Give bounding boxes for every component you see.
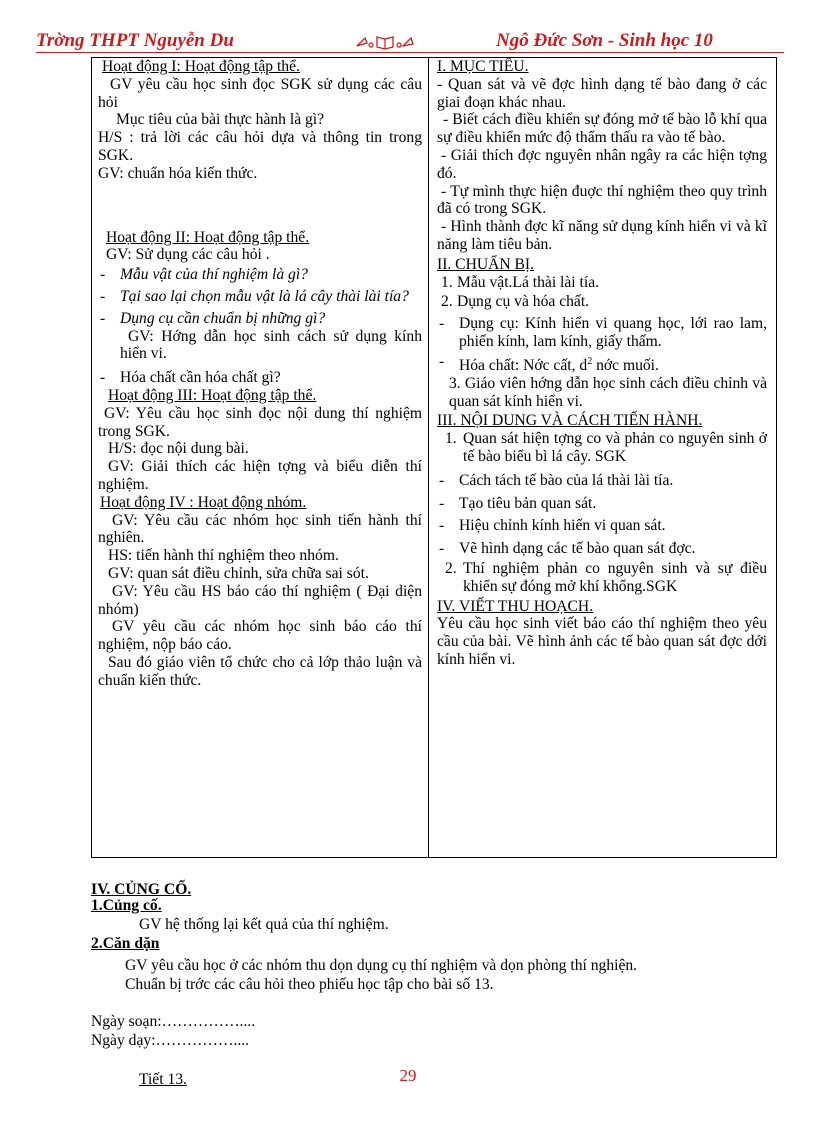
list-item: 1. Quan sát hiện tợng co và phản co nguyên sinh ở tế bào biểu bì lá cây. SGK (445, 430, 767, 465)
consolidation-title: IV. CỦNG CỐ. (91, 881, 192, 898)
list-item: - Mẫu vật của thí nghiệm là gì? (100, 266, 308, 284)
list-item: - Cách tách tế bào của lá thài lài tía. (439, 471, 674, 489)
list-item: 3. Giáo viên hớng dẫn học sinh cách điều chỉnh và quan sát kính hiển vi. (449, 374, 767, 410)
book-ornament-icon (355, 34, 415, 50)
activity-1-line: H/S : trả lời các câu hỏi dựa và thông tin trong SGK. (98, 129, 422, 164)
sub1-title: 1.Củng cố. (91, 897, 162, 914)
sub2-title: 2.Căn dặn (91, 935, 160, 952)
sub1-text: GV hệ thống lại kết quả của thí nghiệm. (139, 916, 389, 933)
page-number: 29 (399, 1066, 417, 1085)
section-2-title: II. CHUẨN BỊ. (437, 255, 535, 273)
list-item: - Hóa chất cần hóa chất gì? (100, 369, 281, 387)
objective-line: - Quan sát và vẽ đợc hình dạng tế bào đang ở các giai đoạn khác nhau. (437, 75, 767, 111)
activity-3-title: Hoạt động III: Hoạt động tập thể. (108, 386, 317, 404)
list-item: - Dụng cụ: Kính hiển vi quang học, lới rao lam, phiến kính, lam kính, giấy thấm. (439, 315, 767, 350)
activity-4-line: GV: quan sát điều chỉnh, sửa chữa sai sót. (108, 564, 369, 582)
objective-line: - Hình thành đợc kĩ năng sử dụng kính hiển vi và kĩ năng làm tiêu bản. (437, 218, 767, 253)
list-item: - Tạo tiêu bản quan sát. (439, 494, 597, 512)
activity-4-line: GV: Yêu cầu HS báo cáo thí nghiệm ( Đại diện nhóm) (98, 582, 422, 618)
list-item: - Tại sao lại chọn mẫu vật là lá cây thài lài tía? (100, 287, 409, 305)
activity-2-guide: GV: Hớng dẫn học sinh cách sử dụng kính hiển vi. (120, 327, 422, 363)
header-school: Trờng THPT Nguyễn Du (36, 30, 234, 51)
section-3-title: III. NỘI DUNG VÀ CÁCH TIẾN HÀNH. (437, 412, 703, 430)
activity-3-line: GV: Giải thích các hiện tợng và biểu diễn thí nghiệm. (98, 458, 422, 493)
list-item: 1. Mẫu vật.Lá thài lài tía. (441, 273, 600, 291)
activity-1-line: GV: chuẩn hóa kiến thức. (98, 164, 258, 182)
teach-date: Ngày dạy:…………….... (91, 1032, 250, 1049)
header-author: Ngô Đức Sơn - Sinh học 10 (496, 30, 713, 51)
activity-3-line: H/S: đọc nội dung bài. (108, 440, 249, 458)
column-divider (428, 57, 429, 858)
activity-1-line: GV yêu cầu học sinh đọc SGK sử dụng các câu hỏi (98, 75, 422, 111)
objective-line: - Tự mình thực hiện đuợc thí nghiệm theo quy trình đã có trong SGK. (437, 182, 767, 218)
activity-1-line: Mục tiêu của bài thực hành là gì? (116, 111, 325, 129)
list-item: - Dụng cụ cần chuẩn bị những gì? (100, 309, 326, 327)
teacher-activities-column (98, 58, 422, 690)
list-item: 2. Dụng cụ và hóa chất. (441, 293, 590, 311)
objective-line: - Biết cách điều khiển sự đóng mở tế bào lỗ khí qua sự điều khiển mức độ thẩm thấu ra vào tế bào. (437, 111, 767, 147)
lesson-number: Tiết 13. (139, 1071, 187, 1088)
activity-3-line: GV: Yêu cầu học sinh đọc nội dung thí nghiệm trong SGK. (98, 404, 422, 440)
list-item: 2. Thí nghiệm phản co nguyên sinh và sự điều khiển sự đóng mở khí khổng.SGK (445, 559, 767, 595)
content-column (437, 58, 767, 669)
section-4-text: Yêu cầu học sinh viết báo cáo thí nghiệm theo yêu cầu của bài. Vẽ hình ảnh các tế bào quan sát đợc dới kính hiển vi. (437, 615, 767, 668)
section-1-title: I. MỤC TIÊU. (437, 58, 529, 75)
activity-2-intro: GV: Sử dụng các câu hỏi . (106, 246, 270, 264)
section-4-title: IV. VIẾT THU HOẠCH. (437, 597, 594, 615)
list-item: - Hiệu chỉnh kính hiển vi quan sát. (439, 517, 666, 535)
activity-2-title: Hoạt động II: Hoạt động tập thể. (106, 228, 310, 246)
sub2-line: Chuẩn bị trớc các câu hỏi theo phiếu học tập cho bài số 13. (125, 976, 494, 993)
header-rule (36, 52, 784, 53)
consolidation-section (91, 880, 791, 1089)
list-item: - Vẽ hình dạng các tế bào quan sát đợc. (439, 540, 696, 558)
activity-4-line: GV: Yêu cầu các nhóm học sinh tiến hành thí nghiên. (98, 511, 422, 547)
list-item: - Hóa chất: Nớc cất, $d^2$ nớc muối. (439, 352, 659, 374)
objective-line: - Giải thích đợc nguyên nhân ngây ra các hiện tợng đó. (437, 146, 767, 182)
prep-date: Ngày soạn:…………….... (91, 1013, 256, 1030)
activity-4-line: Sau đó giáo viên tổ chức cho cả lớp thảo luận và chuẩn kiến thức. (98, 653, 422, 689)
sub2-line: GV yêu cầu học ở các nhóm thu dọn dụng cụ thí nghiệm và dọn phòng thí nghiện. (125, 957, 638, 974)
activity-1-title: Hoạt động I: Hoạt động tập thể. (102, 58, 300, 75)
lesson-table (91, 57, 777, 858)
activity-4-line: HS: tiến hành thí nghiệm theo nhóm. (108, 547, 339, 565)
activity-4-line: GV yêu cầu các nhóm học sinh báo cáo thí nghiệm, nộp báo cáo. (98, 618, 422, 654)
activity-4-title: Hoạt động IV : Hoạt động nhóm. (100, 493, 307, 511)
